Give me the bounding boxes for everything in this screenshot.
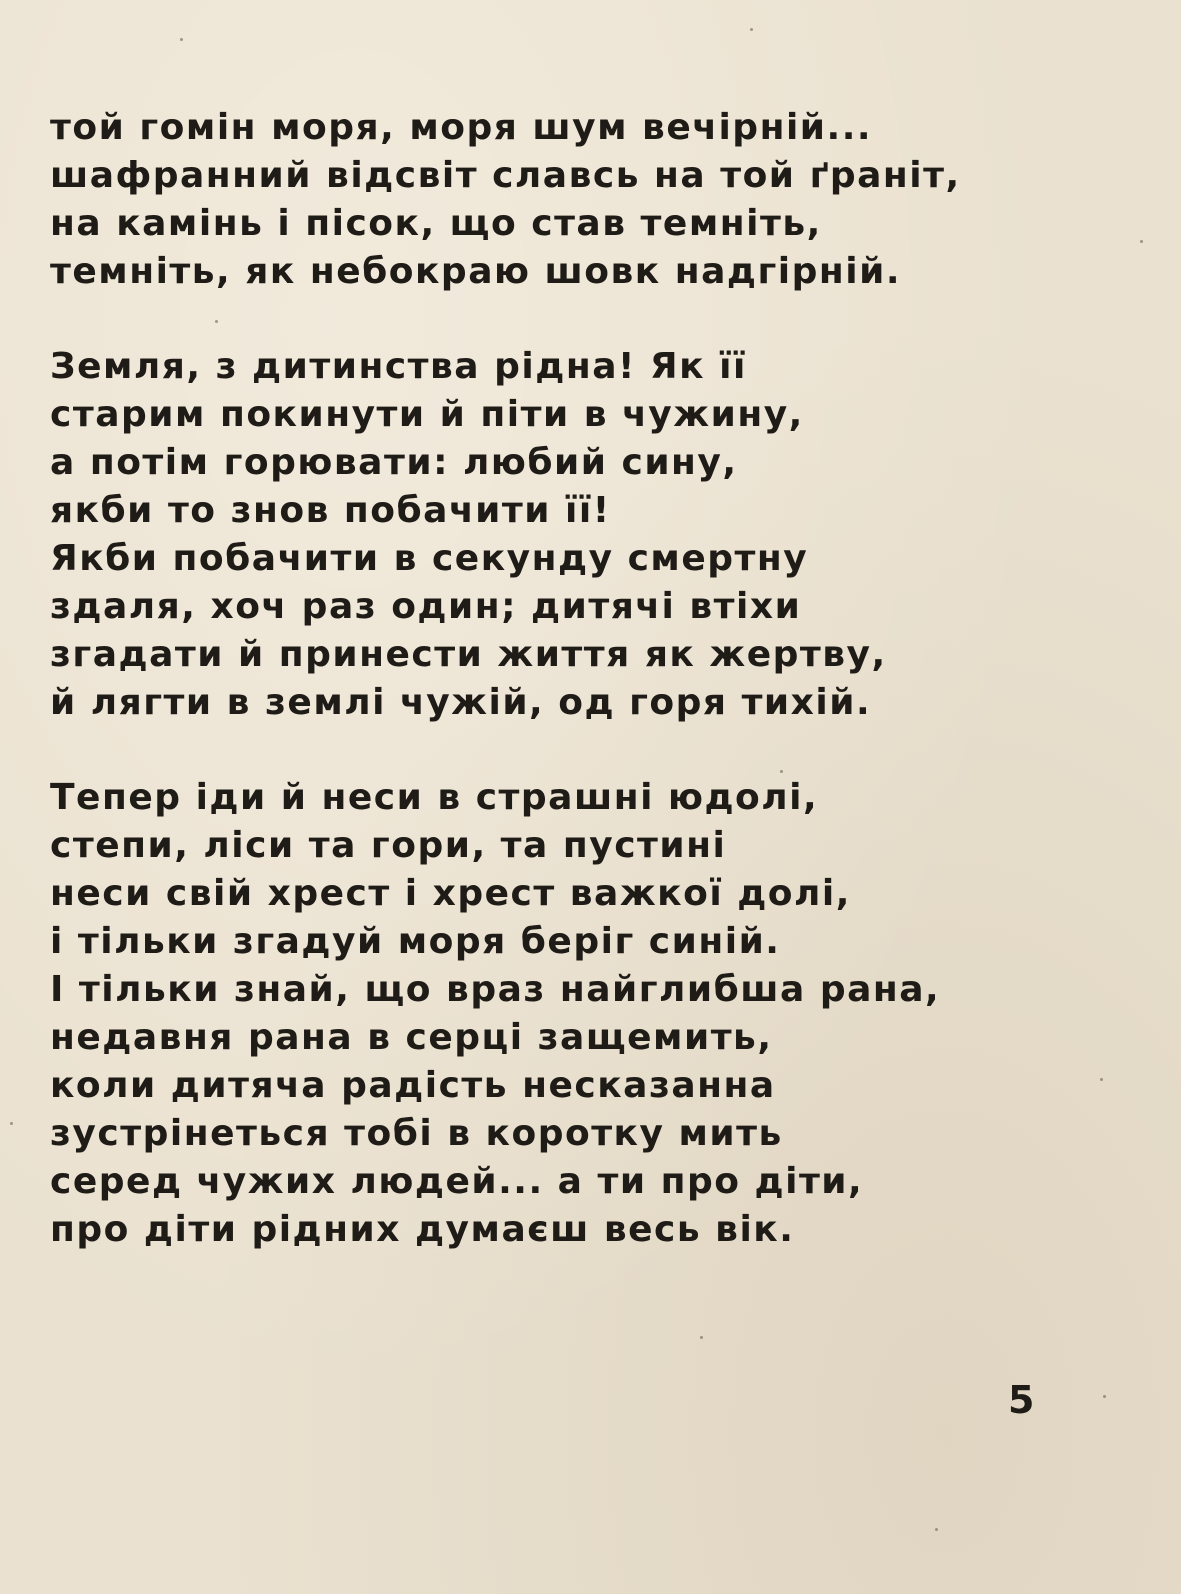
poem-text xyxy=(50,104,1130,1254)
poem-line: Земля, з дитинства рідна! Як її xyxy=(50,346,747,387)
paper-speck xyxy=(780,770,783,773)
poem-line: Тепер іди й неси в страшні юдолі, xyxy=(50,777,819,818)
stanza-3 xyxy=(50,774,1130,1254)
poem-line: степи, ліси та гори, та пустині xyxy=(50,825,727,866)
poem-line: і тільки згадуй моря беріг синій. xyxy=(50,921,781,962)
poem-line: й лягти в землі чужій, од горя тихій. xyxy=(50,682,872,723)
poem-line: темніть, як небокраю шовк надгірній. xyxy=(50,251,902,292)
poem-line: згадати й принести життя як жертву, xyxy=(50,634,887,675)
paper-speck xyxy=(1100,1078,1103,1081)
poem-line: якби то знов побачити її! xyxy=(50,490,611,531)
poem-line: недавня рана в серці защемить, xyxy=(50,1017,773,1058)
poem-line: Якби побачити в секунду смертну xyxy=(50,538,809,579)
paper-speck xyxy=(180,38,183,41)
poem-line: коли дитяча радість несказанна xyxy=(50,1065,776,1106)
stanza-2 xyxy=(50,343,1130,727)
paper-speck xyxy=(700,1336,703,1339)
poem-line: на камінь і пісок, що став темніть, xyxy=(50,203,822,244)
poem-line: здаля, хоч раз один; дитячі втіхи xyxy=(50,586,802,627)
paper-speck xyxy=(750,28,753,31)
poem-line: про діти рідних думаєш весь вік. xyxy=(50,1209,795,1250)
page-number: 5 xyxy=(1008,1378,1035,1422)
poem-line: а потім горювати: любий сину, xyxy=(50,442,738,483)
poem-line: шафранний відсвіт славсь на той ґраніт, xyxy=(50,155,961,196)
paper-speck xyxy=(215,320,218,323)
poem-line: неси свій хрест і хрест важкої долі, xyxy=(50,873,851,914)
poem-line: зустрінеться тобі в коротку мить xyxy=(50,1113,783,1154)
poem-line: серед чужих людей... а ти про діти, xyxy=(50,1161,864,1202)
poem-line: старим покинути й піти в чужину, xyxy=(50,394,804,435)
paper-speck xyxy=(10,1122,13,1125)
paper-speck xyxy=(935,1528,938,1531)
paper-speck xyxy=(1103,1395,1106,1398)
poem-line: той гомін моря, моря шум вечірній... xyxy=(50,107,873,148)
paper-speck xyxy=(1140,240,1143,243)
stanza-1 xyxy=(50,104,1130,296)
poem-line: І тільки знай, що враз найглибша рана, xyxy=(50,969,941,1010)
